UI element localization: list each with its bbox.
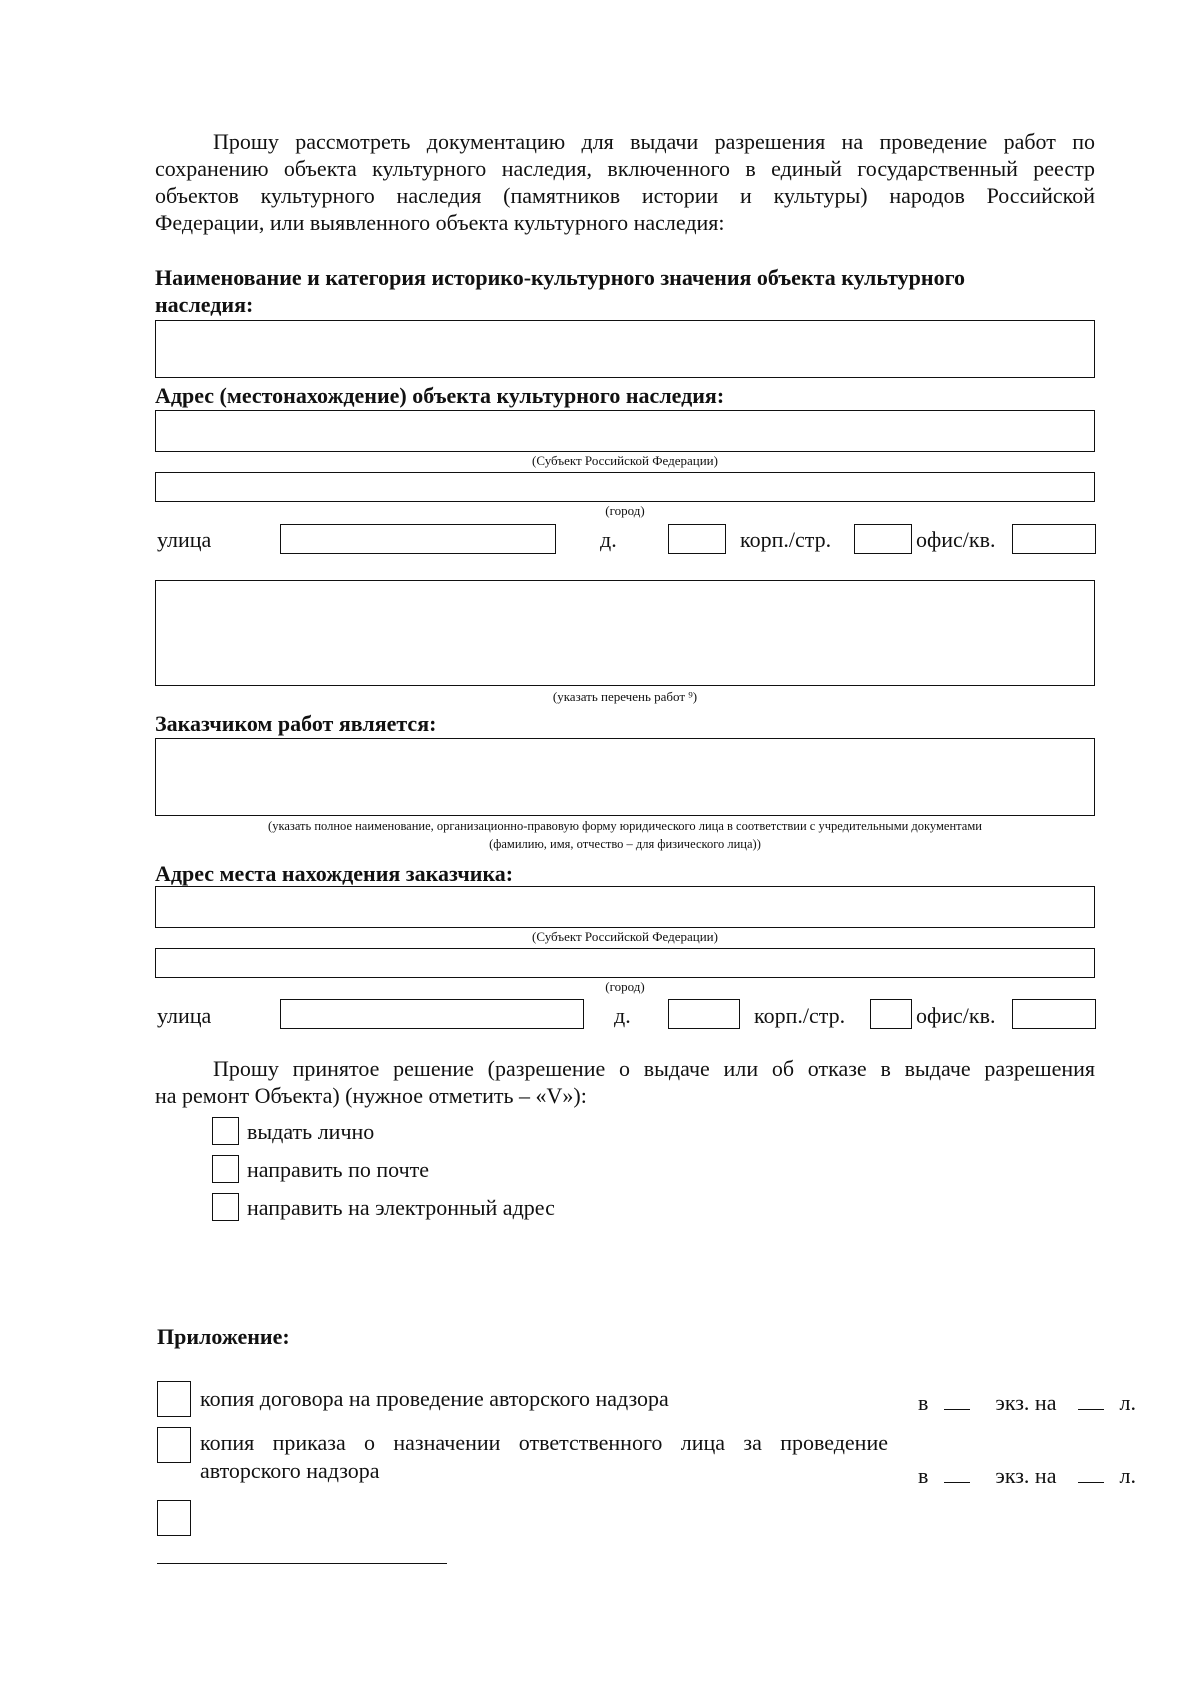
attachment-2-in-label: в bbox=[918, 1463, 929, 1488]
option-email-checkbox[interactable] bbox=[212, 1193, 239, 1221]
intro-line-1: Прошу рассмотреть документацию для выдачи разрешения на проведение работ по bbox=[213, 129, 1095, 154]
attachment-2-sheets-blank[interactable] bbox=[1078, 1464, 1104, 1483]
object-street-field[interactable] bbox=[280, 524, 556, 554]
attachment-1-label: копия договора на проведение авторского надзора bbox=[200, 1386, 669, 1411]
works-list-caption: (указать перечень работ ⁹) bbox=[552, 689, 698, 704]
works-list-field[interactable] bbox=[155, 580, 1095, 686]
customer-region-caption: (Субъект Российской Федерации) bbox=[532, 929, 718, 944]
attachment-1-in-label: в bbox=[918, 1390, 929, 1415]
object-name-heading-line-2: наследия: bbox=[155, 292, 254, 317]
object-region-field[interactable] bbox=[155, 410, 1095, 452]
customer-city-field[interactable] bbox=[155, 948, 1095, 978]
intro-line-2: сохранению объекта культурного наследия, включенного в единый государственный реестр bbox=[155, 156, 1095, 181]
attachment-2-sheets-label: л. bbox=[1119, 1463, 1136, 1488]
object-office-field[interactable] bbox=[1012, 524, 1096, 554]
object-region-caption: (Субъект Российской Федерации) bbox=[532, 453, 718, 468]
attachment-3-checkbox[interactable] bbox=[157, 1500, 191, 1536]
attachment-1-checkbox[interactable] bbox=[157, 1381, 191, 1417]
intro-line-3: объектов культурного наследия (памятников истории и культуры) народов Российской bbox=[155, 183, 1095, 208]
attachments-heading: Приложение: bbox=[157, 1324, 290, 1349]
customer-region-field[interactable] bbox=[155, 886, 1095, 928]
customer-street-field[interactable] bbox=[280, 999, 584, 1029]
customer-building-field[interactable] bbox=[870, 999, 912, 1029]
attachment-1-copies-blank[interactable] bbox=[944, 1391, 970, 1410]
attachment-2-label-line-2: авторского надзора bbox=[200, 1458, 380, 1483]
customer-name-field[interactable] bbox=[155, 738, 1095, 816]
customer-city-caption: (город) bbox=[605, 979, 645, 994]
attachment-1-count bbox=[918, 1390, 1136, 1416]
customer-heading: Заказчиком работ является: bbox=[155, 711, 437, 736]
option-mail-checkbox[interactable] bbox=[212, 1155, 239, 1183]
customer-building-label: корп./стр. bbox=[754, 1003, 846, 1028]
object-house-label: д. bbox=[600, 527, 617, 552]
customer-office-label: офис/кв. bbox=[916, 1003, 996, 1028]
footnote-separator bbox=[157, 1563, 447, 1564]
option-mail-label: направить по почте bbox=[247, 1157, 430, 1182]
attachment-2-label-line-1: копия приказа о назначении ответственного лица за проведение bbox=[200, 1430, 888, 1455]
attachment-2-count bbox=[918, 1463, 1136, 1489]
object-address-heading: Адрес (местонахождение) объекта культурного наследия: bbox=[155, 383, 725, 408]
object-name-heading-line-1: Наименование и категория историко-культурного значения объекта культурного bbox=[155, 265, 966, 290]
decision-line-2: на ремонт Объекта) (нужное отметить – «V»): bbox=[155, 1083, 587, 1108]
decision-paragraph bbox=[155, 1055, 1095, 1109]
object-building-field[interactable] bbox=[854, 524, 912, 554]
customer-street-label: улица bbox=[157, 1003, 212, 1028]
option-personal-checkbox[interactable] bbox=[212, 1117, 239, 1145]
attachment-1-sheets-blank[interactable] bbox=[1078, 1391, 1104, 1410]
attachment-2-checkbox[interactable] bbox=[157, 1427, 191, 1463]
customer-house-field[interactable] bbox=[668, 999, 740, 1029]
customer-house-label: д. bbox=[614, 1003, 631, 1028]
intro-paragraph bbox=[155, 128, 1095, 236]
object-name-heading bbox=[155, 264, 1095, 318]
object-name-field[interactable] bbox=[155, 320, 1095, 378]
customer-address-heading: Адрес места нахождения заказчика: bbox=[155, 861, 514, 886]
attachment-1-copies-label: экз. на bbox=[995, 1390, 1057, 1415]
object-office-label: офис/кв. bbox=[916, 527, 996, 552]
object-city-caption: (город) bbox=[605, 503, 645, 518]
object-house-field[interactable] bbox=[668, 524, 726, 554]
customer-caption-line-1: (указать полное наименование, организационно-правовую форму юридического лица в соответствии с учредительными документами bbox=[268, 819, 982, 833]
customer-caption-line-2: (фамилию, имя, отчество – для физического лица)) bbox=[489, 837, 761, 851]
attachment-1-sheets-label: л. bbox=[1119, 1390, 1136, 1415]
object-city-field[interactable] bbox=[155, 472, 1095, 502]
customer-office-field[interactable] bbox=[1012, 999, 1096, 1029]
object-street-label: улица bbox=[157, 527, 212, 552]
option-email-label: направить на электронный адрес bbox=[247, 1195, 555, 1220]
option-personal-label: выдать лично bbox=[247, 1119, 375, 1144]
attachment-2-copies-blank[interactable] bbox=[944, 1464, 970, 1483]
object-building-label: корп./стр. bbox=[740, 527, 832, 552]
attachment-2-copies-label: экз. на bbox=[995, 1463, 1057, 1488]
decision-line-1: Прошу принятое решение (разрешение о выдаче или об отказе в выдаче разрешения bbox=[213, 1056, 1095, 1081]
intro-line-4: Федерации, или выявленного объекта культурного наследия: bbox=[155, 210, 725, 235]
